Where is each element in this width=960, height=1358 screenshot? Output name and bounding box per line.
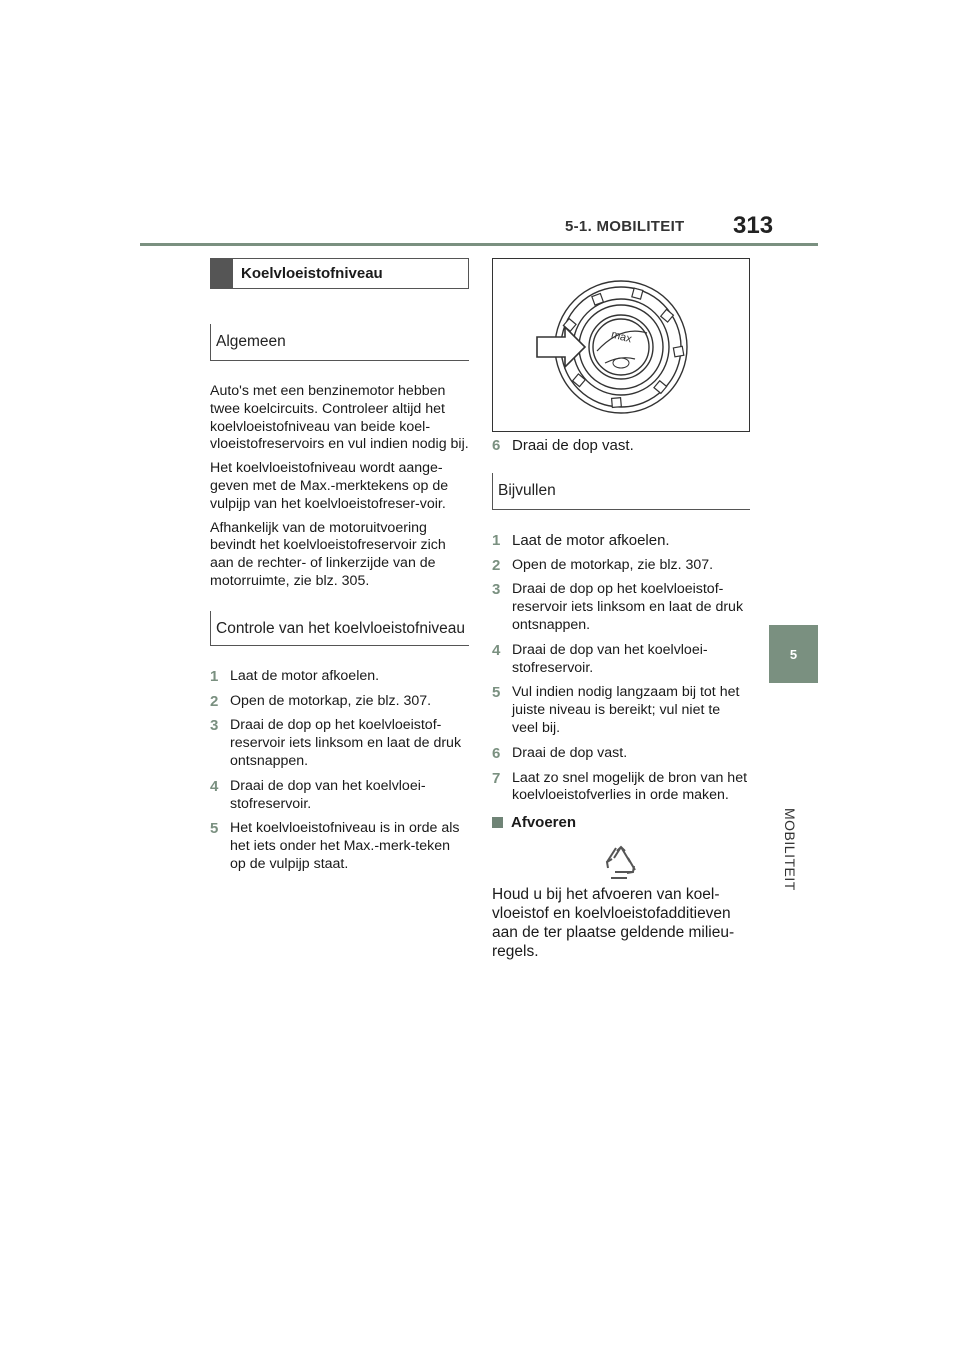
section-heading-text: Afvoeren [511, 814, 577, 832]
chapter-tab [769, 625, 818, 683]
left-column [210, 258, 469, 874]
step-text: Draai de dop van het koelvloei-stofreservoir. [230, 777, 426, 812]
list-item [210, 693, 469, 711]
step-number: 2 [492, 556, 501, 574]
step-text: Laat zo snel mogelijk de bron van het koelvloeistofverlies in orde maken. [512, 769, 748, 804]
list-item [492, 532, 750, 550]
list-item [492, 581, 750, 634]
step-number: 3 [210, 717, 219, 735]
step-number: 3 [492, 581, 501, 599]
list-item [492, 770, 750, 806]
step-text: Draai de dop vast. [512, 437, 634, 454]
step-number: 4 [492, 641, 501, 659]
list-item [492, 437, 750, 455]
section-title-box [210, 258, 469, 289]
step-number: 1 [492, 531, 501, 549]
list-item [492, 684, 750, 737]
step-number: 5 [492, 684, 501, 702]
header-divider [140, 243, 818, 246]
subheading-check: Controle van het koelvloeistofniveau [210, 611, 469, 646]
subheading-general: Algemeen [210, 324, 469, 361]
title-bar-marker [211, 259, 233, 288]
max-marking-label: max [609, 328, 633, 346]
subheading-refill: Bijvullen [492, 473, 750, 510]
chapter-tab-number: 5 [789, 646, 798, 662]
step-number: 4 [210, 777, 219, 795]
step-number: 7 [492, 769, 501, 787]
list-item [492, 745, 750, 763]
list-item [210, 778, 469, 814]
list-item [492, 557, 750, 575]
step-number: 6 [492, 437, 501, 454]
step-list [210, 668, 469, 874]
chapter-tab-label: MOBILITEIT [782, 808, 798, 891]
right-column [492, 258, 750, 961]
step-text: Het koelvloeistofniveau is in orde als het iets onder het Max.-merk-teken op de vulpijp staat. [230, 820, 460, 872]
page-number: 313 [733, 212, 774, 239]
recycle-icon [492, 845, 750, 881]
coolant-cap-illustration [493, 259, 749, 431]
paragraph: Houd u bij het afvoeren van koel-vloeistof en koelvloeistofadditieven aan de ter plaatse geldende milieu-regels. [492, 886, 735, 961]
square-bullet-icon [492, 817, 503, 828]
section-title: Koelvloeistofniveau [241, 265, 383, 282]
step-number: 1 [210, 667, 219, 685]
step-text: Draai de dop van het koelvloei-stofreservoir. [512, 641, 708, 676]
step-number: 5 [210, 820, 219, 838]
step-text: Draai de dop op het koelvloeistof-reservoir iets linksom en laat de druk ontsnappen. [230, 717, 462, 769]
step-number: 2 [210, 692, 219, 710]
list-item [492, 642, 750, 678]
coolant-cap-figure [492, 258, 750, 432]
step-text: Vul indien nodig langzaam bij tot het juiste niveau is bereikt; vul niet te veel bij. [512, 684, 740, 736]
list-item [210, 668, 469, 686]
step-list [492, 532, 750, 805]
step-text: Laat de motor afkoelen. [512, 531, 670, 549]
list-item [210, 820, 469, 873]
step-number: 6 [492, 744, 501, 762]
paragraph: Het koelvloeistofniveau wordt aange-geven met de Max.-merktekens op de vulpijp van het koelvloeistofreser-voir. [210, 460, 449, 512]
step-text: Draai de dop vast. [512, 744, 628, 761]
step-text: Draai de dop op het koelvloeistof-reservoir iets linksom en laat de druk ontsnappen. [512, 581, 744, 633]
paragraph: Afhankelijk van de motoruitvoering bevindt het koelvloeistofreservoir zich aan de rechter- of linkerzijde van de motorruimte, zie blz. 305. [210, 519, 446, 589]
section-heading-disposal [492, 814, 750, 831]
step-text: Open de motorkap, zie blz. 307. [230, 692, 432, 709]
step-text: Open de motorkap, zie blz. 307. [512, 556, 714, 573]
header-section: 5-1. MOBILITEIT [565, 218, 685, 235]
paragraph: Auto's met een benzinemotor hebben twee koelcircuits. Controleer altijd het koelvloeistofniveau van beide koel-vloeistofreservoirs en vul indien nodig bij. [210, 383, 469, 453]
step-text: Laat de motor afkoelen. [230, 667, 380, 684]
list-item [210, 717, 469, 770]
